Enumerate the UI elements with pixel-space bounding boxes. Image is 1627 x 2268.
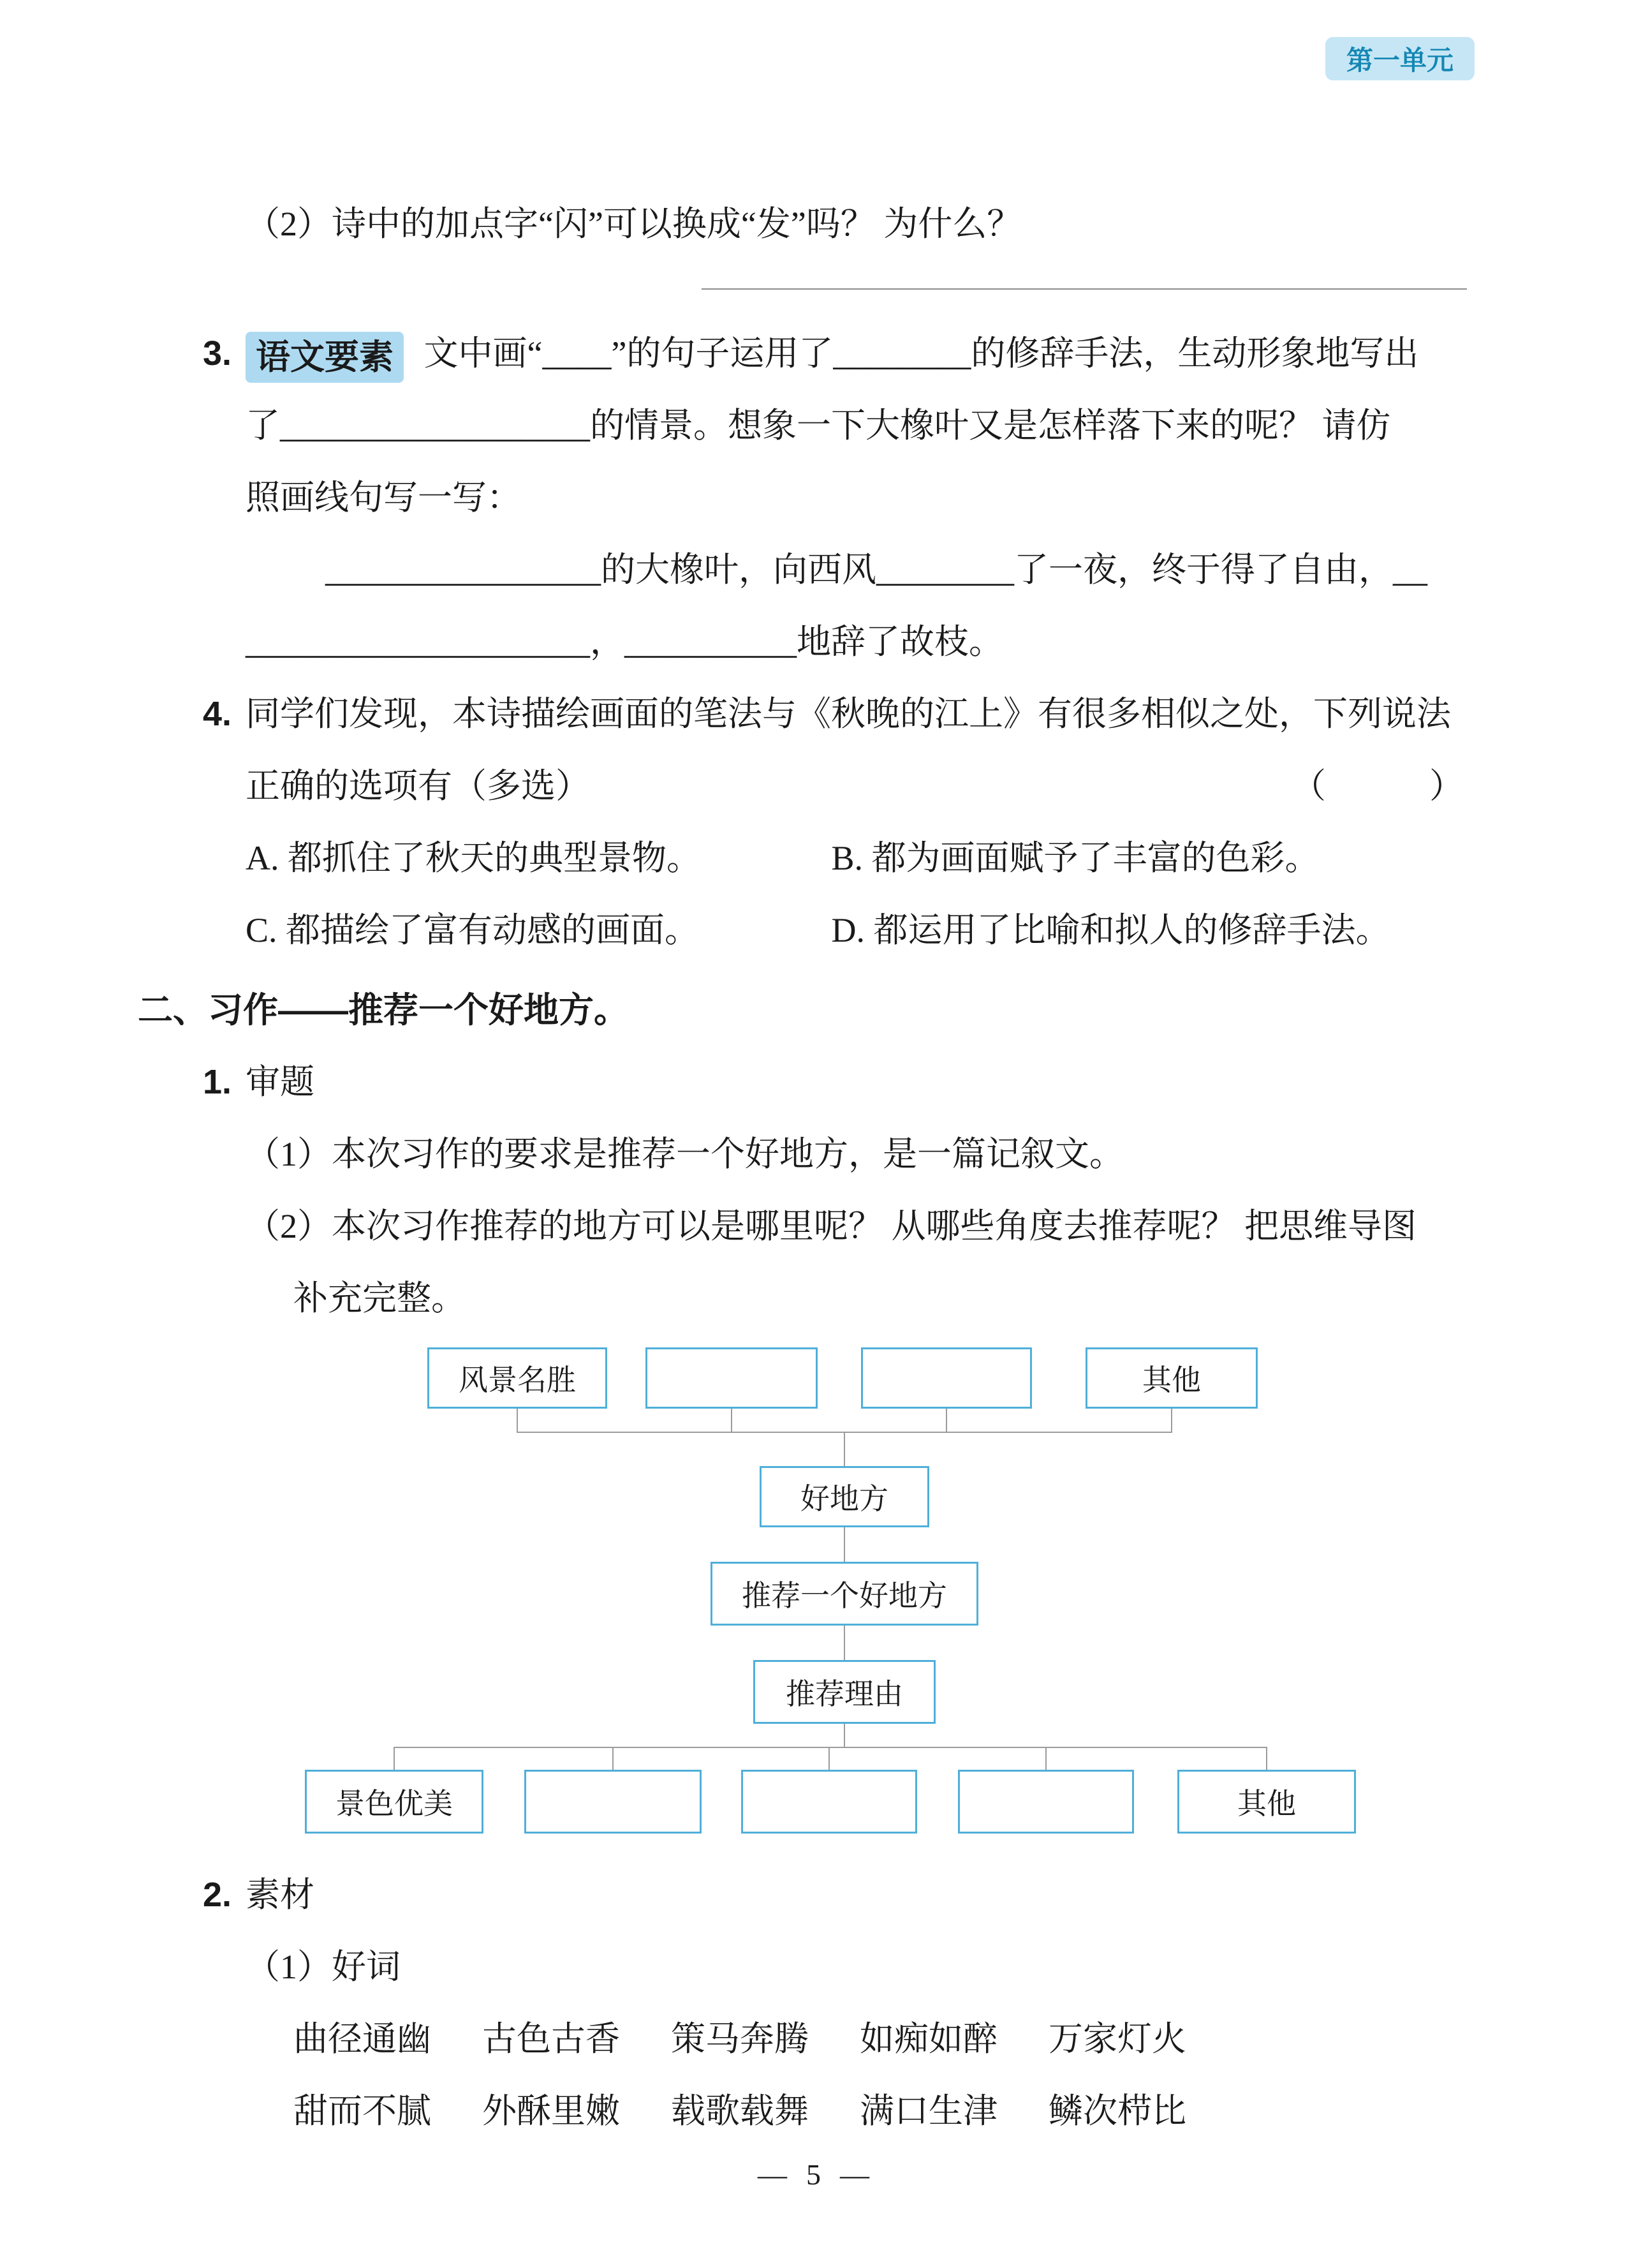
question-3-text-1: 文中画“____”的句子运用了________的修辞手法，生动形象地写出 <box>423 334 1419 373</box>
page-footer <box>0 2158 1627 2191</box>
question-3-line-2 <box>0 390 1627 462</box>
options-row-1 <box>0 822 1627 894</box>
word: 甜而不腻 <box>293 2092 431 2130</box>
mindmap-label: 好地方 <box>800 1483 888 1515</box>
subsection-1-item-1-text: （1）本次习作的要求是推荐一个好地方，是一篇记叙文。 <box>246 1135 1124 1173</box>
subsection-1-item-2-text-1: （2）本次习作推荐的地方可以是哪里呢？ 从哪些角度去推荐呢？ 把思维导图 <box>246 1207 1417 1245</box>
connector-line <box>1045 1747 1047 1770</box>
connector-line <box>844 1626 845 1660</box>
word: 外酥里嫩 <box>482 2092 620 2130</box>
connector-line <box>946 1409 947 1432</box>
question-3-line-5 <box>0 606 1627 678</box>
mindmap-box-bottom-blank-3 <box>958 1770 1134 1834</box>
mindmap-box-other-top <box>1086 1347 1258 1409</box>
mindmap-label: 风景名胜 <box>459 1364 576 1397</box>
connector-line <box>844 1527 845 1562</box>
question-3-line-3 <box>0 462 1627 534</box>
options-row-2 <box>0 894 1627 967</box>
subsection-2 <box>0 1859 1627 1931</box>
connector-line <box>731 1409 732 1432</box>
word: 万家灯火 <box>1049 2020 1186 2058</box>
subsection-1-title: 审题 <box>246 1063 314 1101</box>
subsection-1-item-2-text-2: 补充完整。 <box>293 1279 466 1317</box>
connector-line <box>844 1432 845 1466</box>
essence-tag: 语文要素 <box>246 332 404 383</box>
section-2-title <box>0 974 1627 1046</box>
question-4-line-1 <box>0 678 1627 750</box>
word: 满口生津 <box>860 2092 998 2130</box>
subsection-2-item-1 <box>0 1931 1627 2003</box>
question-3-line-1 <box>0 318 1627 390</box>
question-3-text-4: ________________的大橡叶，向西风________了一夜，终于得了自由，__ <box>325 551 1427 589</box>
question-3-number: 3. <box>203 334 232 373</box>
mindmap-box-reasons <box>753 1660 936 1724</box>
mindmap-box-recommend-a-good-place <box>710 1562 978 1626</box>
mindmap-label: 景色优美 <box>335 1788 453 1820</box>
word: 曲径通幽 <box>293 2020 431 2058</box>
mindmap-label: 其他 <box>1237 1788 1296 1820</box>
subsection-1-item-1 <box>0 1118 1627 1190</box>
connector-line <box>844 1724 845 1747</box>
question-2-text: （2）诗中的加点字“闪”可以换成“发”吗？ 为什么？ <box>246 205 1022 243</box>
option-c: C. 都描绘了富有动感的画面。 <box>246 911 700 949</box>
mindmap-box-beautiful-scenery <box>305 1770 483 1834</box>
word: 古色古香 <box>482 2020 620 2058</box>
mind-map <box>0 1341 1627 1840</box>
option-d: D. 都运用了比喻和拟人的修辞手法。 <box>831 911 1390 949</box>
question-2 <box>0 188 1627 260</box>
section-2-title-text: 二、习作——推荐一个好地方。 <box>138 990 629 1030</box>
word: 载歌载舞 <box>671 2092 809 2130</box>
question-3-text-2: 了__________________的情景。想象一下大橡叶又是怎样落下来的呢？ 请仿 <box>246 406 1391 445</box>
mindmap-label: 推荐一个好地方 <box>742 1580 947 1612</box>
mindmap-label: 其他 <box>1142 1364 1201 1397</box>
word: 策马奔腾 <box>671 2020 809 2058</box>
subsection-2-item-1-text: （1）好词 <box>246 1948 401 1986</box>
good-words-row-2 <box>0 2075 1627 2147</box>
question-4-line-2 <box>0 750 1627 822</box>
question-4-text-2: 正确的选项有（多选） <box>246 767 590 805</box>
good-words-row-1 <box>0 2003 1627 2075</box>
word: 如痴如醉 <box>860 2020 998 2058</box>
subsection-2-number: 2. <box>203 1876 232 1914</box>
connector-line <box>1266 1747 1267 1770</box>
mindmap-box-scenic-spots <box>427 1347 607 1409</box>
mindmap-box-top-blank-1 <box>645 1347 818 1409</box>
mindmap-box-good-place <box>760 1466 929 1527</box>
connector-line <box>517 1409 518 1432</box>
question-3-text-5: ____________________，__________地辞了故枝。 <box>246 623 1003 661</box>
subsection-1 <box>0 1046 1627 1118</box>
page-number: 5 <box>806 2158 821 2191</box>
subsection-1-number: 1. <box>203 1063 232 1101</box>
unit-badge: 第一单元 <box>1325 37 1475 80</box>
footer-dash-right: — <box>840 2158 869 2191</box>
word: 鳞次栉比 <box>1049 2092 1186 2130</box>
connector-line <box>612 1747 614 1770</box>
question-3-text-3: 照画线句写一写： <box>246 478 521 517</box>
question-4-number: 4. <box>203 695 232 733</box>
option-b: B. 都为画面赋予了丰富的色彩。 <box>831 839 1320 877</box>
mindmap-label: 推荐理由 <box>786 1678 903 1710</box>
answer-line <box>702 288 1467 290</box>
mindmap-box-top-blank-2 <box>861 1347 1032 1409</box>
connector-line <box>828 1747 830 1770</box>
connector-line <box>394 1747 395 1770</box>
mindmap-box-bottom-blank-1 <box>524 1770 702 1834</box>
subsection-1-item-2-line-2 <box>0 1263 1627 1335</box>
footer-dash-left: — <box>758 2158 787 2191</box>
option-a: A. 都抓住了秋天的典型景物。 <box>246 839 701 877</box>
subsection-1-item-2-line-1 <box>0 1190 1627 1263</box>
connector-line <box>1171 1409 1172 1432</box>
question-4-text-1: 同学们发现，本诗描绘画面的笔法与《秋晚的江上》有很多相似之处，下列说法 <box>246 695 1451 733</box>
question-3-line-4 <box>0 534 1627 606</box>
answer-blank-row <box>0 260 1627 318</box>
answer-brackets: （ ） <box>1292 767 1464 805</box>
subsection-2-title: 素材 <box>246 1876 314 1914</box>
mindmap-box-bottom-blank-2 <box>741 1770 917 1834</box>
connector-line <box>394 1747 1267 1748</box>
mindmap-box-other-bottom <box>1177 1770 1356 1834</box>
